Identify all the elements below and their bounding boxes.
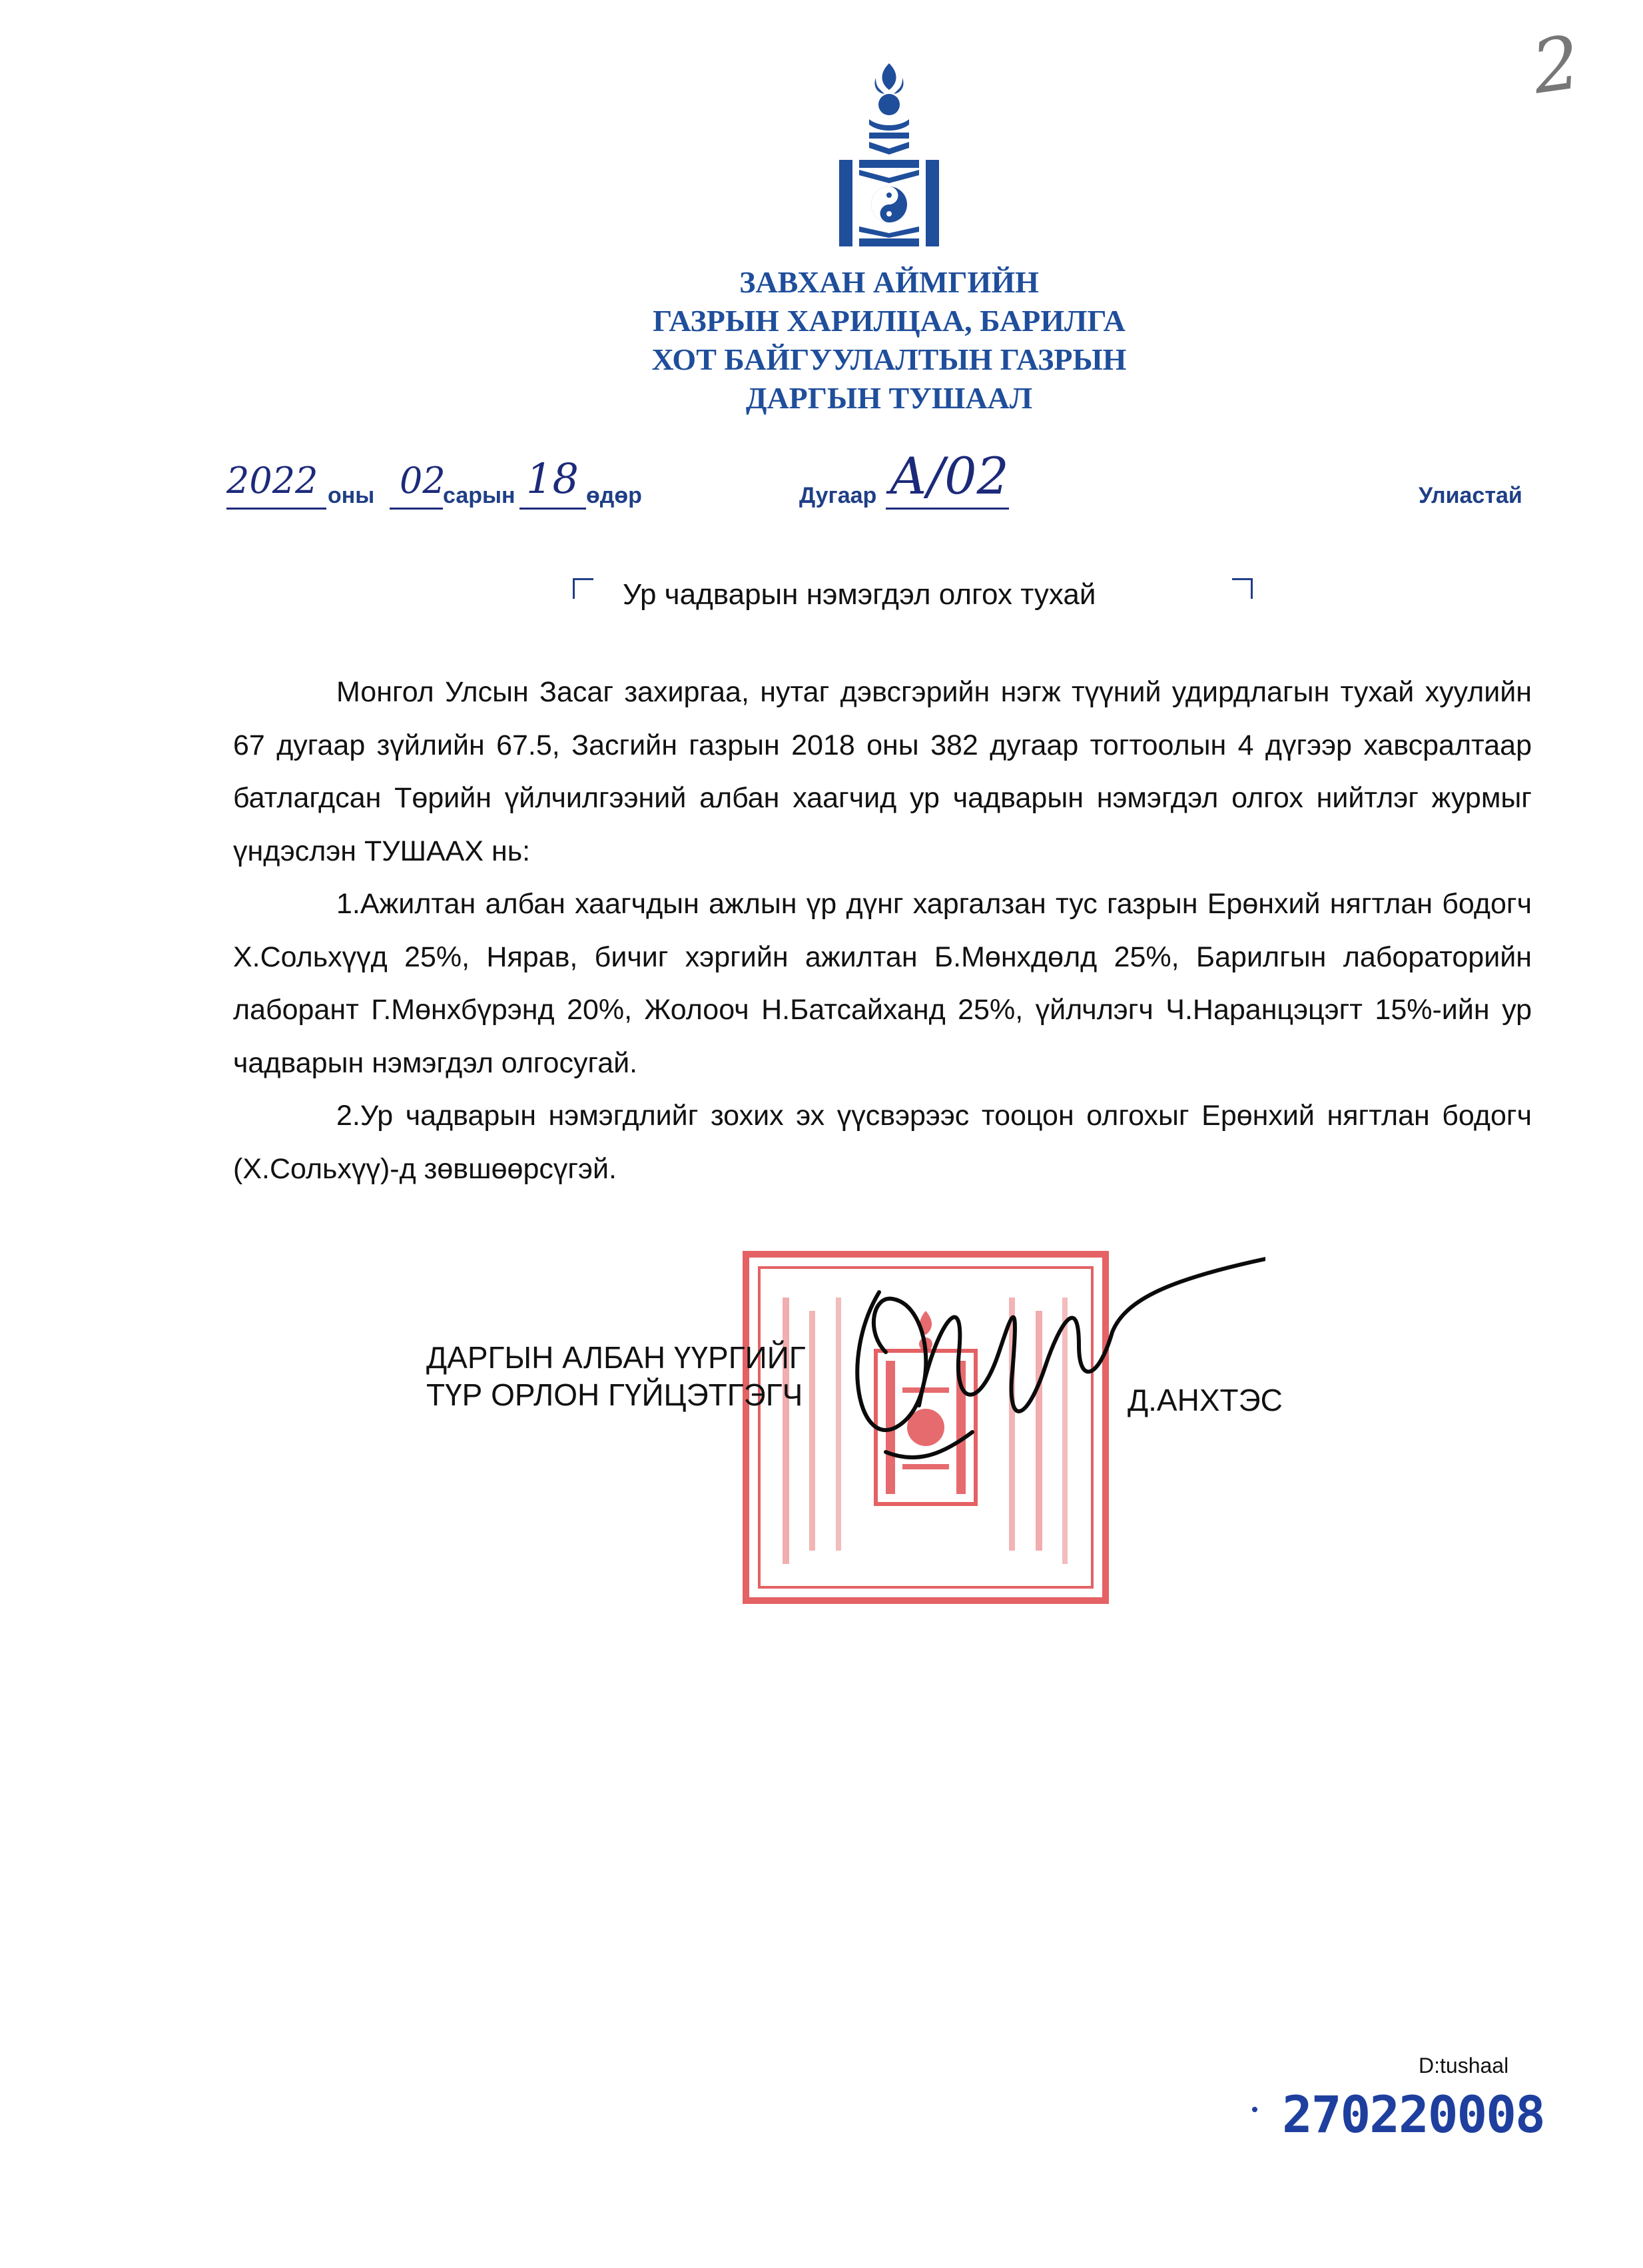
footer-serial-number: 270220008 [1282,2085,1544,2144]
subject-bracket-left [573,578,593,599]
number-value: А/02 [889,446,1009,506]
number-underline [886,508,1009,510]
footer-file-code: D:tushaal [1419,2054,1509,2078]
place-name: Улиастай [1419,483,1522,508]
subject-bracket-right [1232,578,1253,599]
month-value: 02 [400,460,446,502]
signatory-title [426,1339,806,1413]
body-paragraph-2: 1.Ажилтан албан хаагчдын ажлын үр дүнг харгалзан тус газрын Ерөнхий нягтлан бодогч Х.Сольхүүд 25%, Нярав, бичиг хэргийн ажилтан Б.Мөнхдөлд 25%, Барилгын лабораторийн лаборант Г.Мөнхбүрэнд 20%, Жолооч Н.Батсайханд 25%, үйлчлэгч Ч.Наранцэцэгт 15%-ийн ур чадварын нэмэгдэл олгосугай. [233,888,1532,1079]
header-line-4: ДАРГЫН ТУШААЛ [745,381,1033,415]
page-number: 2 [1526,19,1586,111]
body-paragraph-3: 2.Ур чадварын нэмэгдлийг зохих эх үүсвэрээс тооцон олгохыг Ерөнхий нягтлан бодогч (Х.Сольхүү)-д зөвшөөрсүгэй. [233,1100,1532,1185]
footer-dot [1252,2107,1257,2112]
document-header [466,263,1312,418]
order-body [233,666,1532,1196]
year-underline [226,508,326,510]
body-paragraph-1: Монгол Улсын Засаг захиргаа, нутаг дэвсгэрийн нэгж түүний удирдлагын тухай хуулийн 67 дугаар зүйлийн 67.5, Засгийн газрын 2018 оны 382 дугаар тогтоолын 4 дүгээр хавсралтаар батлагдсан Төрийн үйлчилгээний албан хаагчид ур чадварын нэмэгдэл олгох нийтлэг журмыг үндэслэн ТУШААХ нь: [233,676,1532,867]
signatory-title-line-1: ДАРГЫН АЛБАН ҮҮРГИЙГ [426,1340,806,1375]
state-emblem-icon [839,63,939,246]
signatory-title-line-2: ТҮР ОРЛОН ГҮЙЦЭТГЭГЧ [426,1377,803,1412]
header-line-2: ГАЗРЫН ХАРИЛЦАА, БАРИЛГА [653,304,1126,338]
month-label: сарын [443,483,515,508]
subject-title: Ур чадварын нэмэгдэл олгох тухай [623,578,1096,611]
number-label: Дугаар [799,483,877,508]
year-label: оны [328,483,375,508]
header-line-3: ХОТ БАЙГУУЛАЛТЫН ГАЗРЫН [651,342,1127,376]
day-value: 18 [526,454,579,503]
day-underline [519,508,586,510]
day-label: өдөр [586,483,642,508]
year-value: 2022 [226,460,318,502]
signatory-name: Д.АНХТЭС [1128,1383,1283,1417]
handwritten-signature-icon [799,1252,1265,1505]
month-underline [390,508,443,510]
header-line-1: ЗАВХАН АЙМГИЙН [739,265,1039,299]
